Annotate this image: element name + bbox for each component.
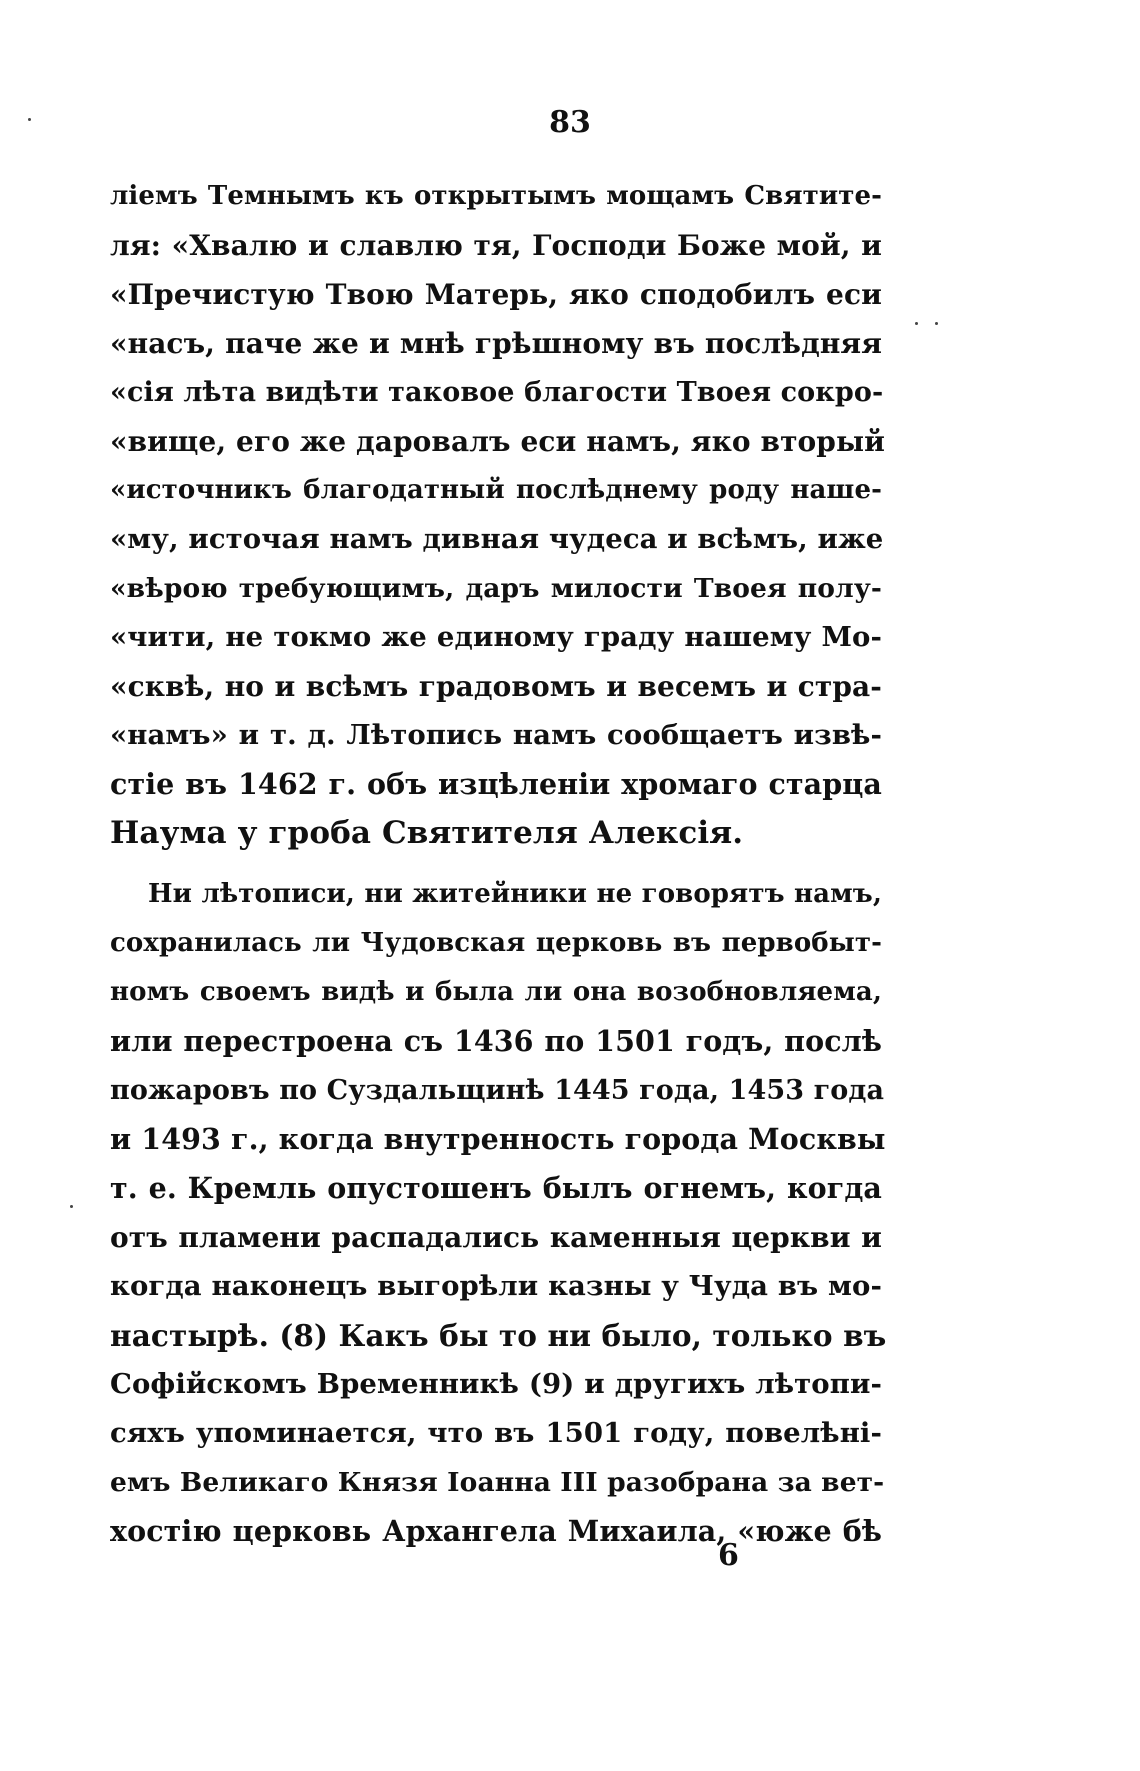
text-line: сяхъ упоминается, что въ 1501 году, повелѣні-	[110, 1417, 882, 1449]
text-line: «источникъ благодатный послѣднему роду наше-	[110, 475, 882, 505]
text-line: когда наконецъ выгорѣли казны у Чуда въ мо-	[110, 1270, 882, 1302]
text-line: «вище, его же даровалъ еси намъ, яко вторый	[110, 425, 886, 458]
text-line: ліемъ Темнымъ къ открытымъ мощамъ Святите-	[110, 181, 882, 211]
text-line: Софійскомъ Временникѣ (9) и другихъ лѣтопи-	[110, 1368, 882, 1400]
text-line: или перестроена съ 1436 по 1501 годъ, послѣ	[110, 1024, 882, 1058]
page-number: 83	[549, 105, 591, 140]
text-line: настырѣ. (8) Какъ бы то ни было, только въ	[110, 1318, 887, 1353]
scan-speck	[915, 322, 918, 325]
paragraph-gap	[110, 858, 882, 870]
text-line: хостію церковь Архангела Михаила, «юже бѣ	[110, 1514, 882, 1548]
text-line: Наума у гроба Святителя Алексія.	[110, 815, 744, 851]
text-line: «сквѣ, но и всѣмъ градовомъ и весемъ и стра-	[110, 670, 882, 703]
scan-speck	[28, 118, 31, 121]
text-line: пожаровъ по Суздальщинѣ 1445 года, 1453 года	[110, 1075, 885, 1106]
scan-speck	[70, 1205, 73, 1208]
text-line: «му, источая намъ дивная чудеса и всѣмъ, иже	[110, 523, 884, 555]
body-text	[110, 172, 887, 1556]
signature-mark: 6	[718, 1538, 739, 1573]
text-line: номъ своемъ видѣ и была ли она возобновляема,	[110, 977, 882, 1007]
text-line: отъ пламени распадались каменныя церкви и	[110, 1221, 882, 1254]
text-line: «сія лѣта видѣти таковое благости Твоея сокро-	[110, 377, 884, 408]
text-line: «чити, не токмо же единому граду нашему Мо-	[110, 621, 882, 653]
text-line: стіе въ 1462 г. объ изцѣленіи хромаго старца	[110, 767, 882, 801]
text-line: и 1493 г., когда внутренность города Москвы	[110, 1122, 886, 1156]
text-line: т. е. Кремль опустошенъ былъ огнемъ, когда	[110, 1171, 882, 1205]
text-line: «намъ» и т. д. Лѣтопись намъ сообщаетъ извѣ-	[110, 719, 882, 751]
text-line: «вѣрою требующимъ, даръ милости Твоея полу-	[110, 573, 882, 604]
text-line: емъ Великаго Князя Іоанна III разобрана за вет-	[110, 1467, 885, 1498]
text-line: «Пречистую Твою Матерь, яко сподобилъ еси	[110, 278, 882, 311]
text-line: «насъ, паче же и мнѣ грѣшному въ послѣдняя	[110, 327, 882, 360]
text-line: Ни лѣтописи, ни житейники не говорятъ намъ,	[148, 879, 882, 909]
scan-speck	[935, 322, 938, 325]
text-line: ля: «Хвалю и славлю тя, Господи Боже мой, и	[110, 229, 882, 262]
text-line: сохранилась ли Чудовская церковь въ первобыт-	[110, 928, 882, 958]
